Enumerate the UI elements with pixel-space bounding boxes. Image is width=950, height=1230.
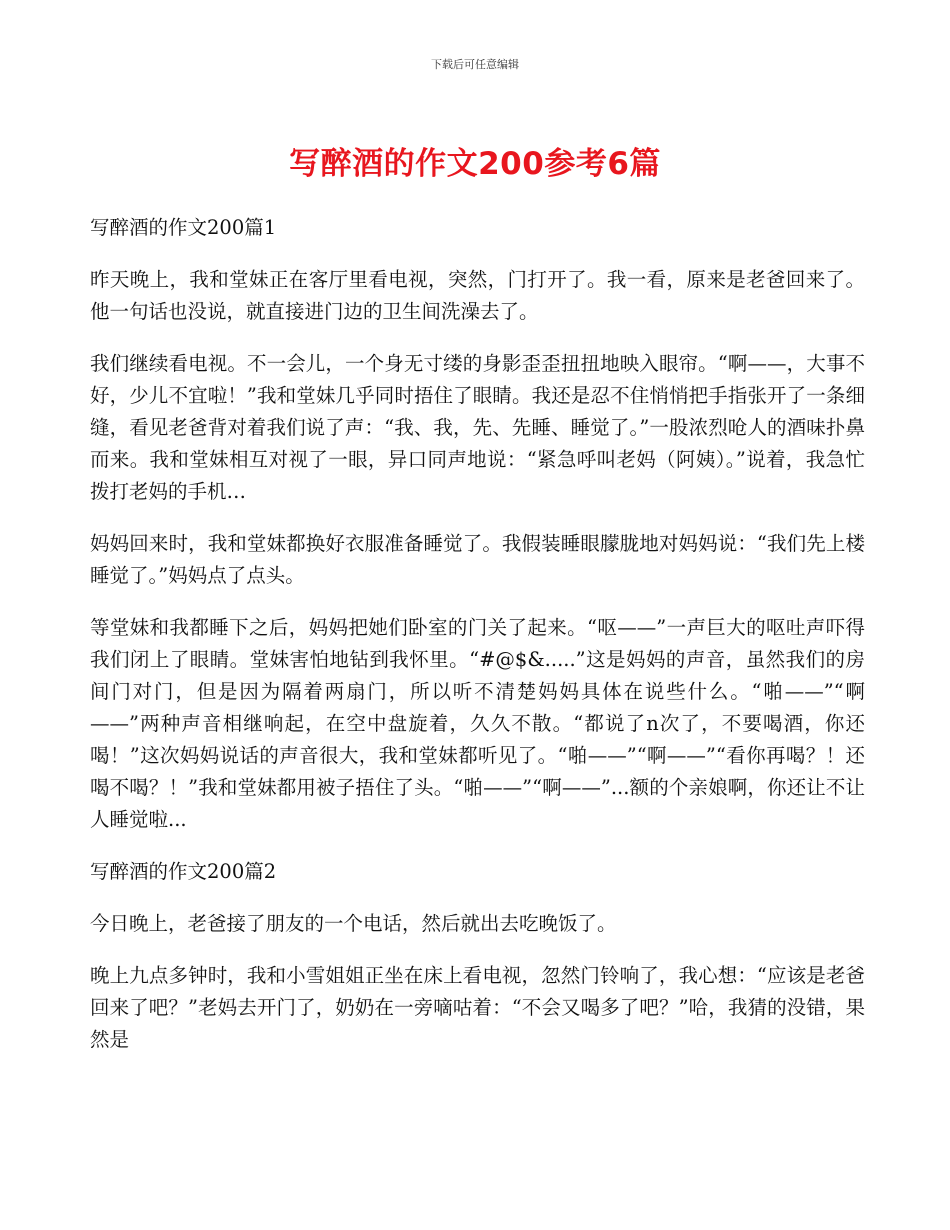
paragraph: 今日晚上，老爸接了朋友的一个电话，然后就出去吃晚饭了。 xyxy=(90,912,617,935)
header-note: 下载后可任意编辑 xyxy=(431,58,519,71)
paragraph: 我们继续看电视。不一会儿，一个身无寸缕的身影歪歪扭扭地映入眼帘。“啊——，大事不好，少儿不宜啦！”我和堂妹几乎同时捂住了眼睛。我还是忍不住悄悄把手指张开了一条细缝，看见老爸背对着我们说了声：“我、我，先、先睡、睡觉了。”一股浓烈呛人的酒味扑鼻而来。我和堂妹相互对视了一眼，异口同声地说：“紧急呼叫老妈（阿姨）。”说着，我急忙拨打老妈的手机… xyxy=(90,352,865,503)
section-heading: 写醉酒的作文200篇1 xyxy=(90,216,277,239)
document-title: 写醉酒的作文200参考6篇 xyxy=(289,146,661,182)
section-heading: 写醉酒的作文200篇2 xyxy=(90,860,277,883)
document-body xyxy=(90,212,865,1076)
paragraph: 妈妈回来时，我和堂妹都换好衣服准备睡觉了。我假装睡眼朦胧地对妈妈说：“我们先上楼睡觉了。”妈妈点了点头。 xyxy=(90,532,865,587)
paragraph: 晚上九点多钟时，我和小雪姐姐正坐在床上看电视，忽然门铃响了，我心想：“应该是老爸回来了吧？”老妈去开门了，奶奶在一旁嘀咕着：“不会又喝多了吧？”哈，我猜的没错，果然是 xyxy=(90,964,865,1051)
paragraph: 等堂妹和我都睡下之后，妈妈把她们卧室的门关了起来。“呕——”一声巨大的呕吐声吓得我们闭上了眼睛。堂妹害怕地钻到我怀里。“#@$&.....”这是妈妈的声音，虽然我们的房间门对门，但是因为隔着两扇门，所以听不清楚妈妈具体在说些什么。“啪——”“啊——”两种声音相继响起，在空中盘旋着，久久不散。“都说了n次了，不要喝酒，你还喝！”这次妈妈说话的声音很大，我和堂妹都听见了。“啪——”“啊——”“看你再喝？！还喝不喝？！”我和堂妹都用被子捂住了头。“啪——”“啊——”...额的个亲娘啊，你还让不让人睡觉啦... xyxy=(90,616,865,831)
paragraph: 昨天晚上，我和堂妹正在客厅里看电视，突然，门打开了。我一看，原来是老爸回来了。他一句话也没说，就直接进门边的卫生间洗澡去了。 xyxy=(90,268,865,323)
